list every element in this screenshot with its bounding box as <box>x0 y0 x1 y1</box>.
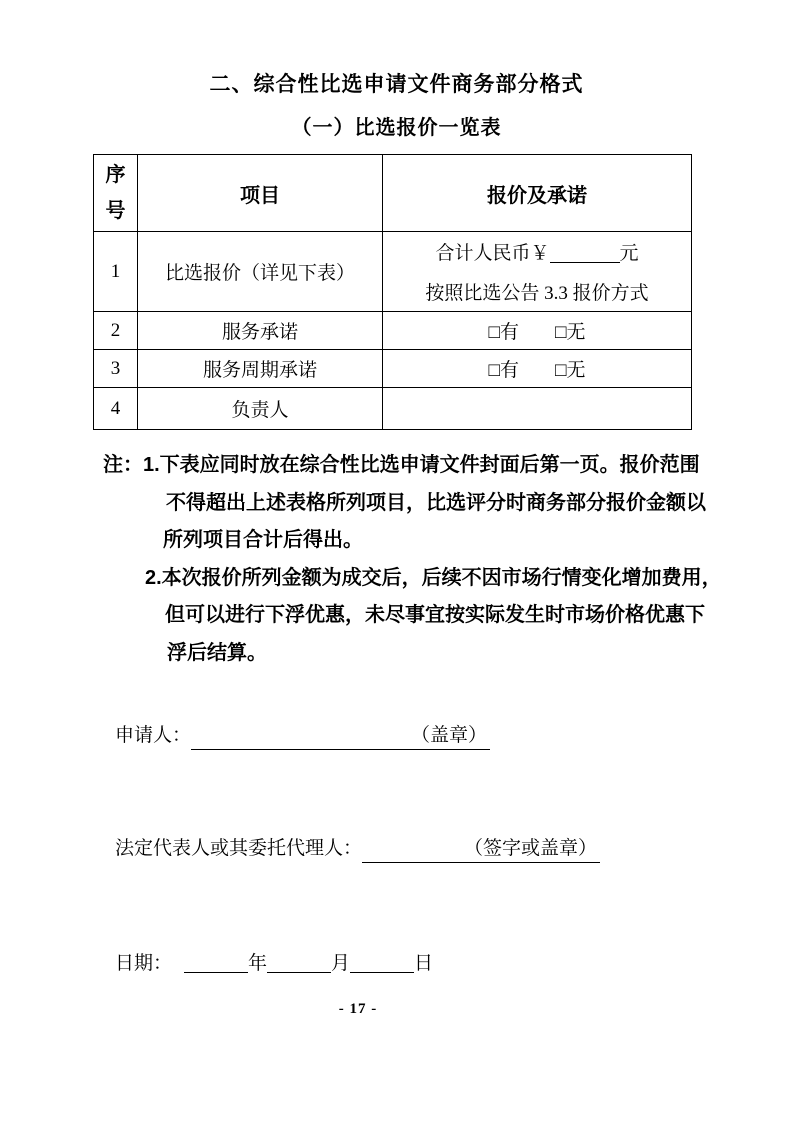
row-no-cell <box>94 232 138 312</box>
date-label: 日期： <box>115 953 173 974</box>
amount-suffix: 元 <box>619 243 639 264</box>
option-yes-label: 有 <box>499 322 519 343</box>
row-options-cell <box>383 312 692 350</box>
row-options-cell <box>383 350 692 388</box>
applicant-signature-line <box>191 723 490 750</box>
checkbox-no-icon: □ <box>555 360 567 381</box>
table-row <box>94 232 692 312</box>
amount-line <box>383 238 691 265</box>
header-cell-item <box>138 155 383 232</box>
row-item-cell <box>138 232 383 312</box>
table-row <box>94 312 692 350</box>
year-blank-line <box>184 950 248 973</box>
note-line: 所列项目合计后得出。 <box>163 529 363 552</box>
date-line <box>115 950 433 977</box>
option-no <box>555 360 586 381</box>
option-no-label: 无 <box>566 360 586 381</box>
day-blank-line <box>350 950 414 973</box>
option-yes-label: 有 <box>499 360 519 381</box>
row-item: 比选报价（详见下表） <box>164 263 355 284</box>
header-cell-quote <box>383 155 692 232</box>
page-subtitle: （一）比选报价一览表 <box>291 117 502 139</box>
quote-method-line: 按照比选公告 3.3 报价方式 <box>425 283 649 304</box>
row-item: 服务周期承诺 <box>202 360 317 381</box>
row-item-cell <box>138 350 383 388</box>
table-row <box>94 388 692 430</box>
header-no-label: 序号 <box>105 164 126 222</box>
header-cell-no <box>94 155 138 232</box>
applicant-seal-note: （盖章） <box>411 725 488 746</box>
day-label: 日 <box>414 953 434 974</box>
legal-signature-line <box>362 836 600 863</box>
option-yes <box>489 360 520 381</box>
row-no: 4 <box>110 397 121 419</box>
amount-blank-line <box>550 242 620 263</box>
row-item-cell <box>138 312 383 350</box>
notes-section <box>103 447 722 673</box>
row-no: 1 <box>110 260 121 282</box>
checkbox-yes-icon: □ <box>488 322 500 343</box>
row-no: 3 <box>110 357 121 379</box>
page-title: 二、综合性比选申请文件商务部分格式 <box>209 73 584 96</box>
row-item: 负责人 <box>231 400 289 421</box>
note-line: 但可以进行下浮优惠，未尽事宜按实际发生时市场价格优惠下 <box>165 604 705 627</box>
header-quote-label: 报价及承诺 <box>487 184 587 207</box>
note-line: 2.本次报价所列金额为成交后，后续不因市场行情变化增加费用， <box>145 566 722 589</box>
option-yes <box>489 322 520 343</box>
page-number: - 17 - <box>338 1001 378 1017</box>
year-label: 年 <box>248 953 268 974</box>
option-no-label: 无 <box>566 322 586 343</box>
row-no: 2 <box>110 319 121 341</box>
note-line: 浮后结算。 <box>167 641 267 664</box>
applicant-line <box>115 723 490 750</box>
month-label: 月 <box>331 953 351 974</box>
checkbox-no-icon: □ <box>555 322 567 343</box>
checkbox-yes-icon: □ <box>488 360 500 381</box>
option-no <box>555 322 586 343</box>
amount-prefix: 合计人民币￥ <box>435 243 550 264</box>
legal-seal-note: （签字或盖章） <box>464 838 598 859</box>
row-no-cell <box>94 312 138 350</box>
row-no-cell <box>94 388 138 430</box>
legal-representative-line <box>115 836 600 863</box>
month-blank-line <box>267 950 331 973</box>
applicant-label: 申请人： <box>115 725 192 746</box>
note-line: 注：1.下表应同时放在综合性比选申请文件封面后第一页。报价范围 <box>103 454 700 476</box>
header-item-label: 项目 <box>240 184 280 207</box>
row-quote-cell-empty <box>383 388 692 430</box>
row-quote-cell <box>383 232 692 312</box>
row-no-cell <box>94 350 138 388</box>
table-row <box>94 350 692 388</box>
row-item: 服务承诺 <box>221 322 298 343</box>
legal-representative-label: 法定代表人或其委托代理人： <box>115 838 363 859</box>
quote-table <box>93 154 692 430</box>
row-item-cell <box>138 388 383 430</box>
note-line: 不得超出上述表格所列项目，比选评分时商务部分报价金额以 <box>166 491 706 514</box>
table-header-row <box>94 155 692 232</box>
